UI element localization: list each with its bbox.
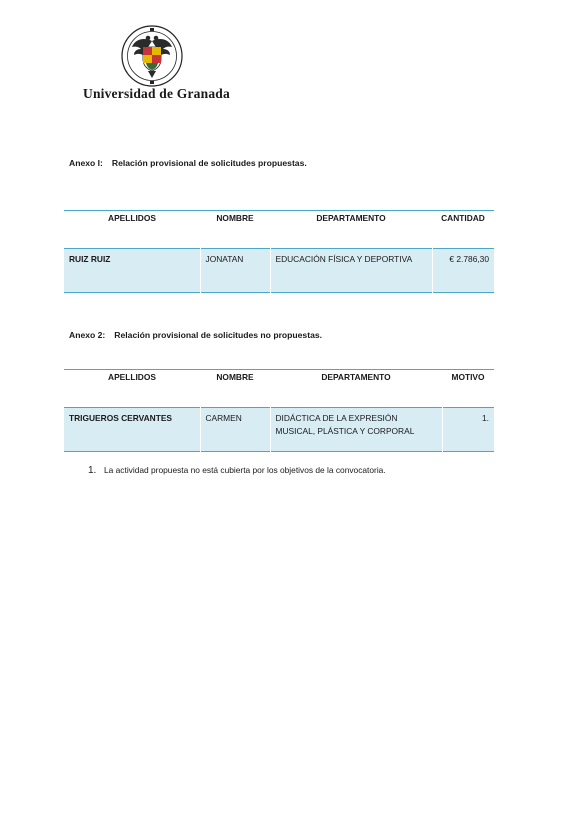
annex2-header-row bbox=[64, 370, 494, 408]
column-header-apellidos: APELLIDOS bbox=[108, 372, 156, 382]
footnote-item bbox=[88, 465, 386, 476]
column-header-apellidos: APELLIDOS bbox=[108, 213, 156, 223]
annex1-heading bbox=[69, 158, 307, 168]
footnote-number: 1. bbox=[88, 465, 97, 476]
annex1-table bbox=[64, 210, 494, 293]
footnote-text: La actividad propuesta no está cubierta por los objetivos de la convocatoria. bbox=[104, 465, 386, 475]
annex2-heading bbox=[69, 330, 322, 340]
column-header-nombre: NOMBRE bbox=[216, 213, 254, 223]
cell-departamento-line2: MUSICAL, PLÁSTICA Y CORPORAL bbox=[275, 426, 415, 436]
column-header-cantidad: CANTIDAD bbox=[441, 213, 485, 223]
cell-motivo: 1. bbox=[442, 408, 494, 452]
column-header-departamento: DEPARTAMENTO bbox=[316, 213, 386, 223]
cell-departamento bbox=[270, 408, 442, 452]
cell-apellidos: TRIGUEROS CERVANTES bbox=[69, 413, 172, 423]
annex1-label: Anexo I: bbox=[69, 158, 103, 168]
cell-apellidos: RUIZ RUIZ bbox=[69, 254, 111, 264]
university-name: Universidad de Granada bbox=[83, 86, 230, 101]
cell-departamento: EDUCACIÓN FÍSICA Y DEPORTIVA bbox=[270, 249, 432, 293]
cell-nombre: JONATAN bbox=[200, 249, 270, 293]
column-header-motivo: MOTIVO bbox=[451, 372, 485, 382]
annex2-table bbox=[64, 369, 494, 452]
column-header-departamento: DEPARTAMENTO bbox=[321, 372, 391, 382]
cell-nombre: CARMEN bbox=[200, 408, 270, 452]
column-header-nombre: NOMBRE bbox=[216, 372, 254, 382]
cell-cantidad: € 2.786,30 bbox=[432, 249, 494, 293]
cell-departamento-line1: DIDÁCTICA DE LA EXPRESIÓN bbox=[275, 413, 398, 423]
university-seal-logo bbox=[121, 25, 183, 87]
annex1-header-row bbox=[64, 211, 494, 249]
annex1-title: Relación provisional de solicitudes propuestas. bbox=[111, 158, 307, 168]
table-row bbox=[64, 408, 494, 452]
annex2-title: Relación provisional de solicitudes no propuestas. bbox=[114, 330, 323, 340]
table-row bbox=[64, 249, 494, 293]
annex2-label: Anexo 2: bbox=[69, 330, 106, 340]
